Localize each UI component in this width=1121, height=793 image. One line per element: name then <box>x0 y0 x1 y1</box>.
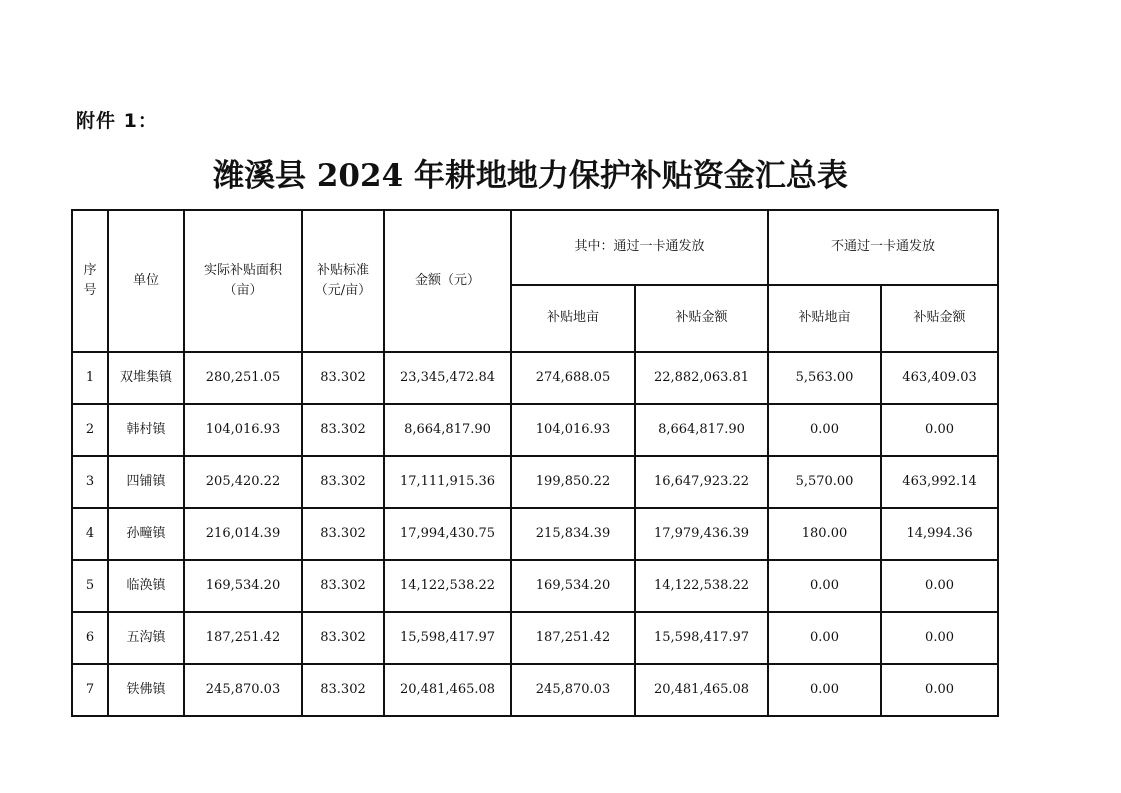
document-title <box>0 150 1121 195</box>
cell-seq: 2 <box>72 404 108 456</box>
cell-area: 216,014.39 <box>184 508 302 560</box>
header-card-amount: 补贴金额 <box>635 285 768 352</box>
cell-amount: 20,481,465.08 <box>384 664 511 716</box>
cell-amount: 17,111,915.36 <box>384 456 511 508</box>
header-row-1 <box>72 210 998 285</box>
cell-card-area: 187,251.42 <box>511 612 635 664</box>
cell-seq: 7 <box>72 664 108 716</box>
cell-seq: 3 <box>72 456 108 508</box>
cell-non-amount: 0.00 <box>881 560 998 612</box>
cell-non-area: 0.00 <box>768 612 881 664</box>
cell-unit: 双堆集镇 <box>108 352 184 404</box>
cell-card-amount: 22,882,063.81 <box>635 352 768 404</box>
cell-card-amount: 17,979,436.39 <box>635 508 768 560</box>
subsidy-summary-table <box>71 209 999 717</box>
cell-amount: 8,664,817.90 <box>384 404 511 456</box>
cell-amount: 15,598,417.97 <box>384 612 511 664</box>
cell-non-amount: 0.00 <box>881 664 998 716</box>
header-standard <box>302 210 384 352</box>
cell-area: 187,251.42 <box>184 612 302 664</box>
cell-card-area: 104,016.93 <box>511 404 635 456</box>
cell-non-amount: 14,994.36 <box>881 508 998 560</box>
cell-amount: 14,122,538.22 <box>384 560 511 612</box>
cell-card-amount: 14,122,538.22 <box>635 560 768 612</box>
title-text: 潍溪县 2024 年耕地地力保护补贴资金汇总表 <box>213 158 848 194</box>
cell-unit: 韩村镇 <box>108 404 184 456</box>
cell-area: 205,420.22 <box>184 456 302 508</box>
cell-unit: 临涣镇 <box>108 560 184 612</box>
cell-non-area: 5,563.00 <box>768 352 881 404</box>
cell-card-area: 245,870.03 <box>511 664 635 716</box>
cell-standard: 83.302 <box>302 404 384 456</box>
header-unit: 单位 <box>108 210 184 352</box>
cell-standard: 83.302 <box>302 352 384 404</box>
cell-seq: 5 <box>72 560 108 612</box>
cell-non-area: 180.00 <box>768 508 881 560</box>
header-seq <box>72 210 108 352</box>
cell-unit: 孙疃镇 <box>108 508 184 560</box>
header-non-amount: 补贴金额 <box>881 285 998 352</box>
cell-non-amount: 0.00 <box>881 612 998 664</box>
cell-card-area: 169,534.20 <box>511 560 635 612</box>
cell-area: 245,870.03 <box>184 664 302 716</box>
header-standard-text: 补贴标准 （元/亩） <box>314 262 372 298</box>
cell-seq: 1 <box>72 352 108 404</box>
cell-card-area: 274,688.05 <box>511 352 635 404</box>
cell-card-amount: 20,481,465.08 <box>635 664 768 716</box>
cell-non-area: 5,570.00 <box>768 456 881 508</box>
header-area-text: 实际补贴面积 （亩） <box>203 262 282 298</box>
table-row <box>72 612 998 664</box>
cell-amount: 23,345,472.84 <box>384 352 511 404</box>
header-non-area: 补贴地亩 <box>768 285 881 352</box>
cell-card-area: 199,850.22 <box>511 456 635 508</box>
cell-non-area: 0.00 <box>768 664 881 716</box>
cell-non-area: 0.00 <box>768 560 881 612</box>
cell-card-amount: 8,664,817.90 <box>635 404 768 456</box>
table-row <box>72 404 998 456</box>
cell-standard: 83.302 <box>302 560 384 612</box>
table-row <box>72 352 998 404</box>
cell-non-area: 0.00 <box>768 404 881 456</box>
cell-unit: 四铺镇 <box>108 456 184 508</box>
cell-non-amount: 463,992.14 <box>881 456 998 508</box>
cell-standard: 83.302 <box>302 508 384 560</box>
table-row <box>72 508 998 560</box>
cell-amount: 17,994,430.75 <box>384 508 511 560</box>
header-area <box>184 210 302 352</box>
cell-card-area: 215,834.39 <box>511 508 635 560</box>
header-seq-text: 序 号 <box>83 262 97 298</box>
cell-area: 104,016.93 <box>184 404 302 456</box>
table-row <box>72 560 998 612</box>
cell-standard: 83.302 <box>302 664 384 716</box>
cell-area: 280,251.05 <box>184 352 302 404</box>
cell-card-amount: 16,647,923.22 <box>635 456 768 508</box>
header-via-card: 其中：通过一卡通发放 <box>511 210 768 285</box>
header-not-via-card: 不通过一卡通发放 <box>768 210 998 285</box>
cell-unit: 五沟镇 <box>108 612 184 664</box>
cell-card-amount: 15,598,417.97 <box>635 612 768 664</box>
cell-standard: 83.302 <box>302 612 384 664</box>
cell-seq: 4 <box>72 508 108 560</box>
table-row <box>72 664 998 716</box>
cell-area: 169,534.20 <box>184 560 302 612</box>
cell-standard: 83.302 <box>302 456 384 508</box>
cell-seq: 6 <box>72 612 108 664</box>
attachment-label: 附件 1： <box>76 110 158 132</box>
cell-unit: 铁佛镇 <box>108 664 184 716</box>
cell-non-amount: 463,409.03 <box>881 352 998 404</box>
cell-non-amount: 0.00 <box>881 404 998 456</box>
header-card-area: 补贴地亩 <box>511 285 635 352</box>
table-row <box>72 456 998 508</box>
header-amount: 金额（元） <box>384 210 511 352</box>
